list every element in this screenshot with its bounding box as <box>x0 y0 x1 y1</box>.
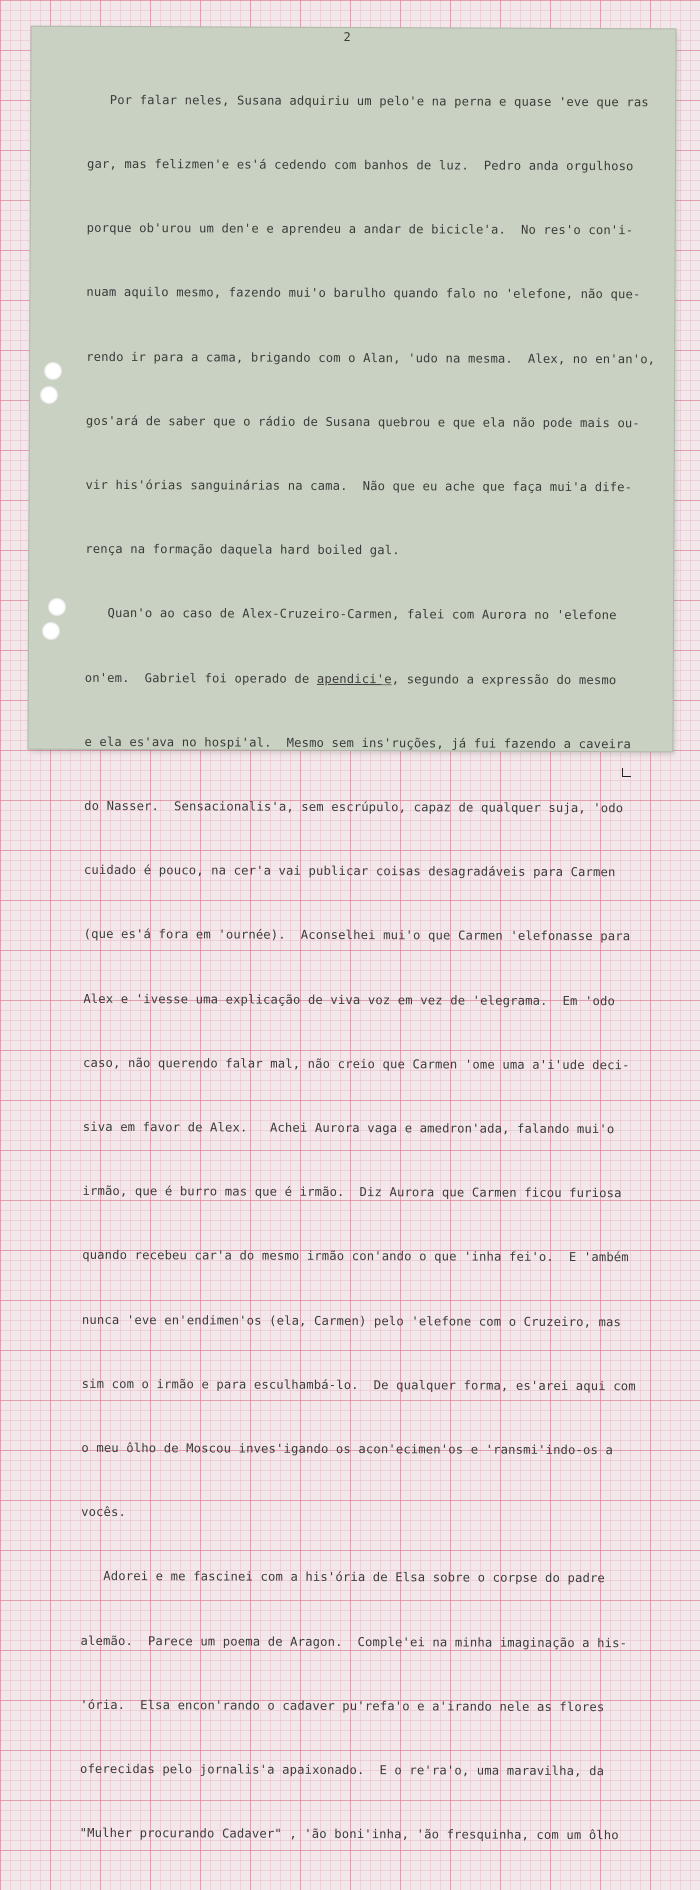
text-line: vocês. <box>81 1505 127 1520</box>
text-line: vir his'órias sanguinárias na cama. Não que eu ache que faça mui'a dife- <box>85 477 633 495</box>
text-line: siva em favor de Alex. Achei Aurora vaga e amedron'ada, falando mui'o <box>82 1119 615 1137</box>
text-line: 'ória. Elsa encon'rando o cadaver pu'refa'o e a'irando nele as flores <box>80 1697 605 1715</box>
text-line-start: on'em. Gabriel foi operado de <box>84 670 317 686</box>
corner-crop-mark <box>622 768 631 777</box>
punch-hole <box>42 622 60 640</box>
text-line: cuidado é pouco, na cer'a vai publicar coisas desagradáveis para Carmen <box>83 863 616 880</box>
punch-hole <box>40 386 58 404</box>
underlined-word: apendici'e <box>316 671 392 686</box>
text-line: nunca 'eve en'endimen'os (ela, Carmen) pelo 'elefone com o Cruzeiro, mas <box>81 1312 622 1329</box>
text-line: do Nasser. Sensacionalis'a, sem escrúpulo, capaz de qualquer suja, 'odo <box>84 798 624 816</box>
text-line: "Mulher procurando Cadaver" , 'ão boni'inha, 'ão fresquinha, com um ôlho <box>79 1826 619 1843</box>
text-line-with-underline <box>85 667 667 691</box>
text-line: Quan'o ao caso de Alex-Cruzeiro-Carmen, falei com Aurora no 'elefone <box>84 606 617 623</box>
text-line: (que es'á fora em 'ournée). Aconselhei mui'o que Carmen 'elefonasse para <box>83 927 631 944</box>
text-line: Alex e 'ivesse uma explicação de viva voz em vez de 'elegrama. Em 'odo <box>83 991 615 1008</box>
text-line: Adorei e me fascinei com a his'ória de Elsa sobre o corpse do padre <box>80 1569 605 1586</box>
text-line: alemão. Parece um poema de Aragon. Comple'ei na minha imaginação a his- <box>80 1633 628 1650</box>
typewritten-page <box>28 27 675 1843</box>
text-line-end: , segundo a expressão do mesmo <box>391 671 617 687</box>
text-line: gar, mas felizmen'e es'á cedendo com banhos de luz. Pedro anda orgulhoso <box>86 156 634 174</box>
punch-hole <box>48 598 66 616</box>
text-line: quando recebeu car'a do mesmo irmão con'ando o que 'inha fei'o. E 'ambém <box>82 1248 629 1265</box>
text-line: rendo ir para a cama, brigando com o Alan, 'udo na mesma. Alex, no en'an'o, <box>86 349 656 366</box>
text-line: sim com o irmão e para esculhambá-lo. De qualquer forma, es'arei aqui com <box>81 1376 636 1394</box>
text-line: Por falar neles, Susana adquiriu um pelo'e na perna e quase 'eve que ras <box>87 92 649 110</box>
text-line: porque ob'urou um den'e e aprendeu a andar de bicicle'a. No res'o con'i- <box>86 221 634 238</box>
text-line: irmão, que é burro mas que é irmão. Diz Aurora que Carmen ficou furiosa <box>82 1184 622 1201</box>
text-line: caso, não querendo falar mal, não creio que Carmen 'ome uma a'i'ude deci- <box>83 1055 630 1073</box>
text-line: e ela es'ava no hospi'al. Mesmo sem ins'ruções, já fui fazendo a caveira <box>84 734 632 752</box>
text-line: rença na formação daquela hard boiled gal. <box>85 542 400 558</box>
letter-body <box>79 47 669 1890</box>
text-line: gos'ará de saber que o rádio de Susana quebrou e que ela não pode mais ou- <box>85 413 640 431</box>
text-line: oferecidas pelo jornalis'a apaixonado. E o re'ra'o, uma maravilha, da <box>79 1761 605 1779</box>
text-line: nuam aquilo mesmo, fazendo mui'o barulho quando falo no 'elefone, não que- <box>86 285 641 302</box>
page-number: 2 <box>343 29 351 44</box>
text-line: o meu ôlho de Moscou inves'igando os acon'ecimen'os e 'ransmi'indo-os a <box>81 1440 614 1458</box>
punch-hole <box>44 362 62 380</box>
